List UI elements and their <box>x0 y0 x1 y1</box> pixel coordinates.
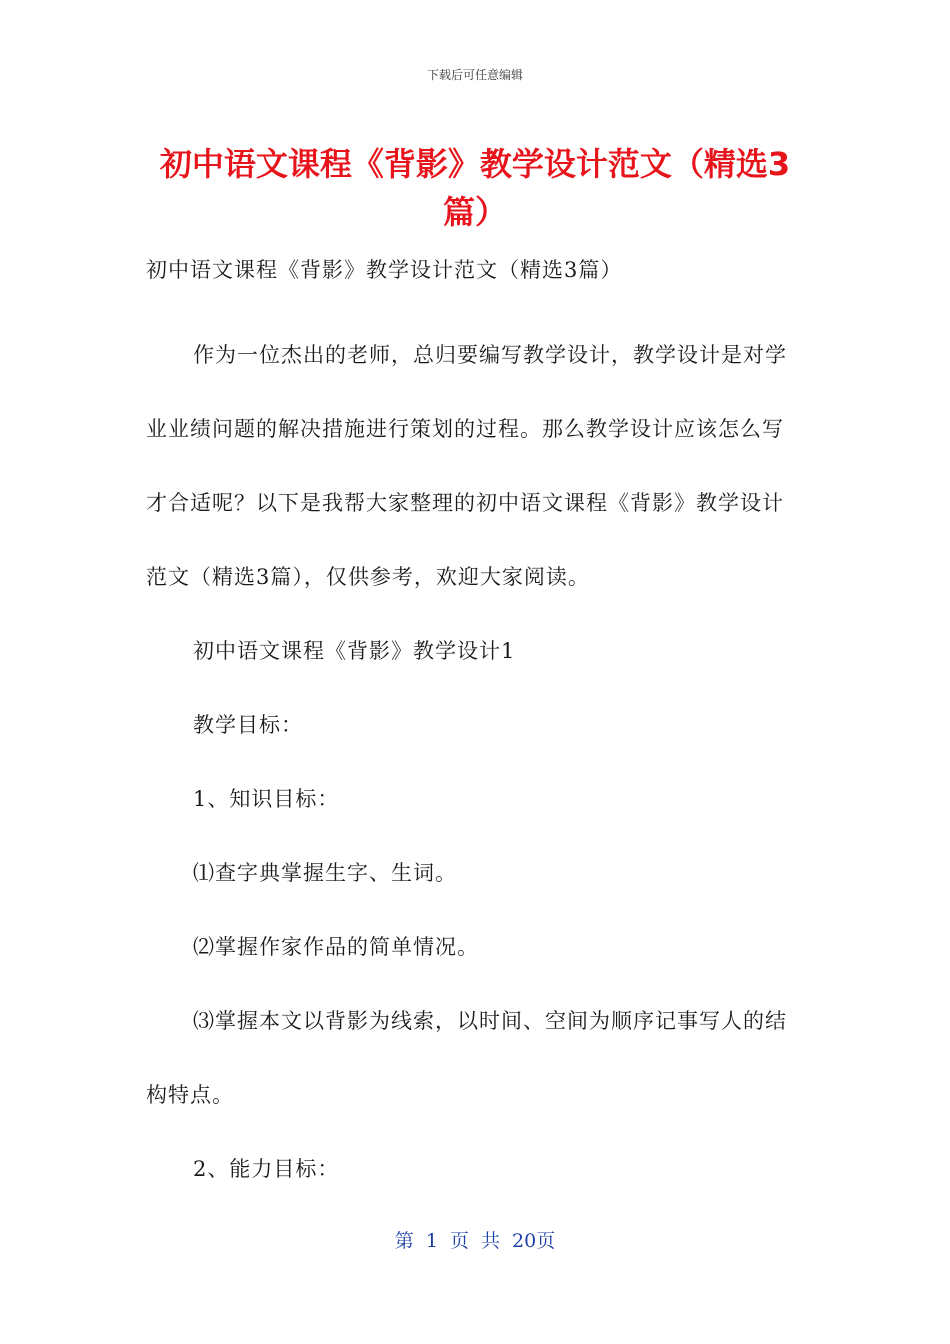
section-heading: 初中语文课程《背影》教学设计1 <box>193 639 516 663</box>
document-body <box>146 246 796 1206</box>
paragraph: ⑴查字典掌握生字、生词。 <box>193 861 457 885</box>
paragraph: ⑶掌握本文以背影为线索，以时间、空间为顺序记事写人的结构特点。 <box>146 1009 787 1107</box>
paragraph: 教学目标： <box>193 713 303 737</box>
page-number: 第 1 页 共 20页 <box>394 1230 556 1252</box>
document-title: 初中语文课程《背影》教学设计范文（精选3篇） <box>159 145 791 231</box>
page-header: 下载后可任意编辑 <box>426 68 523 82</box>
paragraph: ⑵掌握作家作品的简单情况。 <box>193 935 479 959</box>
paragraph: 作为一位杰出的老师，总归要编写教学设计，教学设计是对学业业绩问题的解决措施进行策划的过程。那么教学设计应该怎么写才合适呢？以下是我帮大家整理的初中语文课程《背影》教学设计范文（精选3篇），仅供参考，欢迎大家阅读。 <box>146 343 787 589</box>
paragraph: 2、能力目标： <box>193 1157 340 1181</box>
paragraph: 初中语文课程《背影》教学设计范文（精选3篇） <box>146 258 623 282</box>
paragraph: 1、知识目标： <box>193 787 340 811</box>
